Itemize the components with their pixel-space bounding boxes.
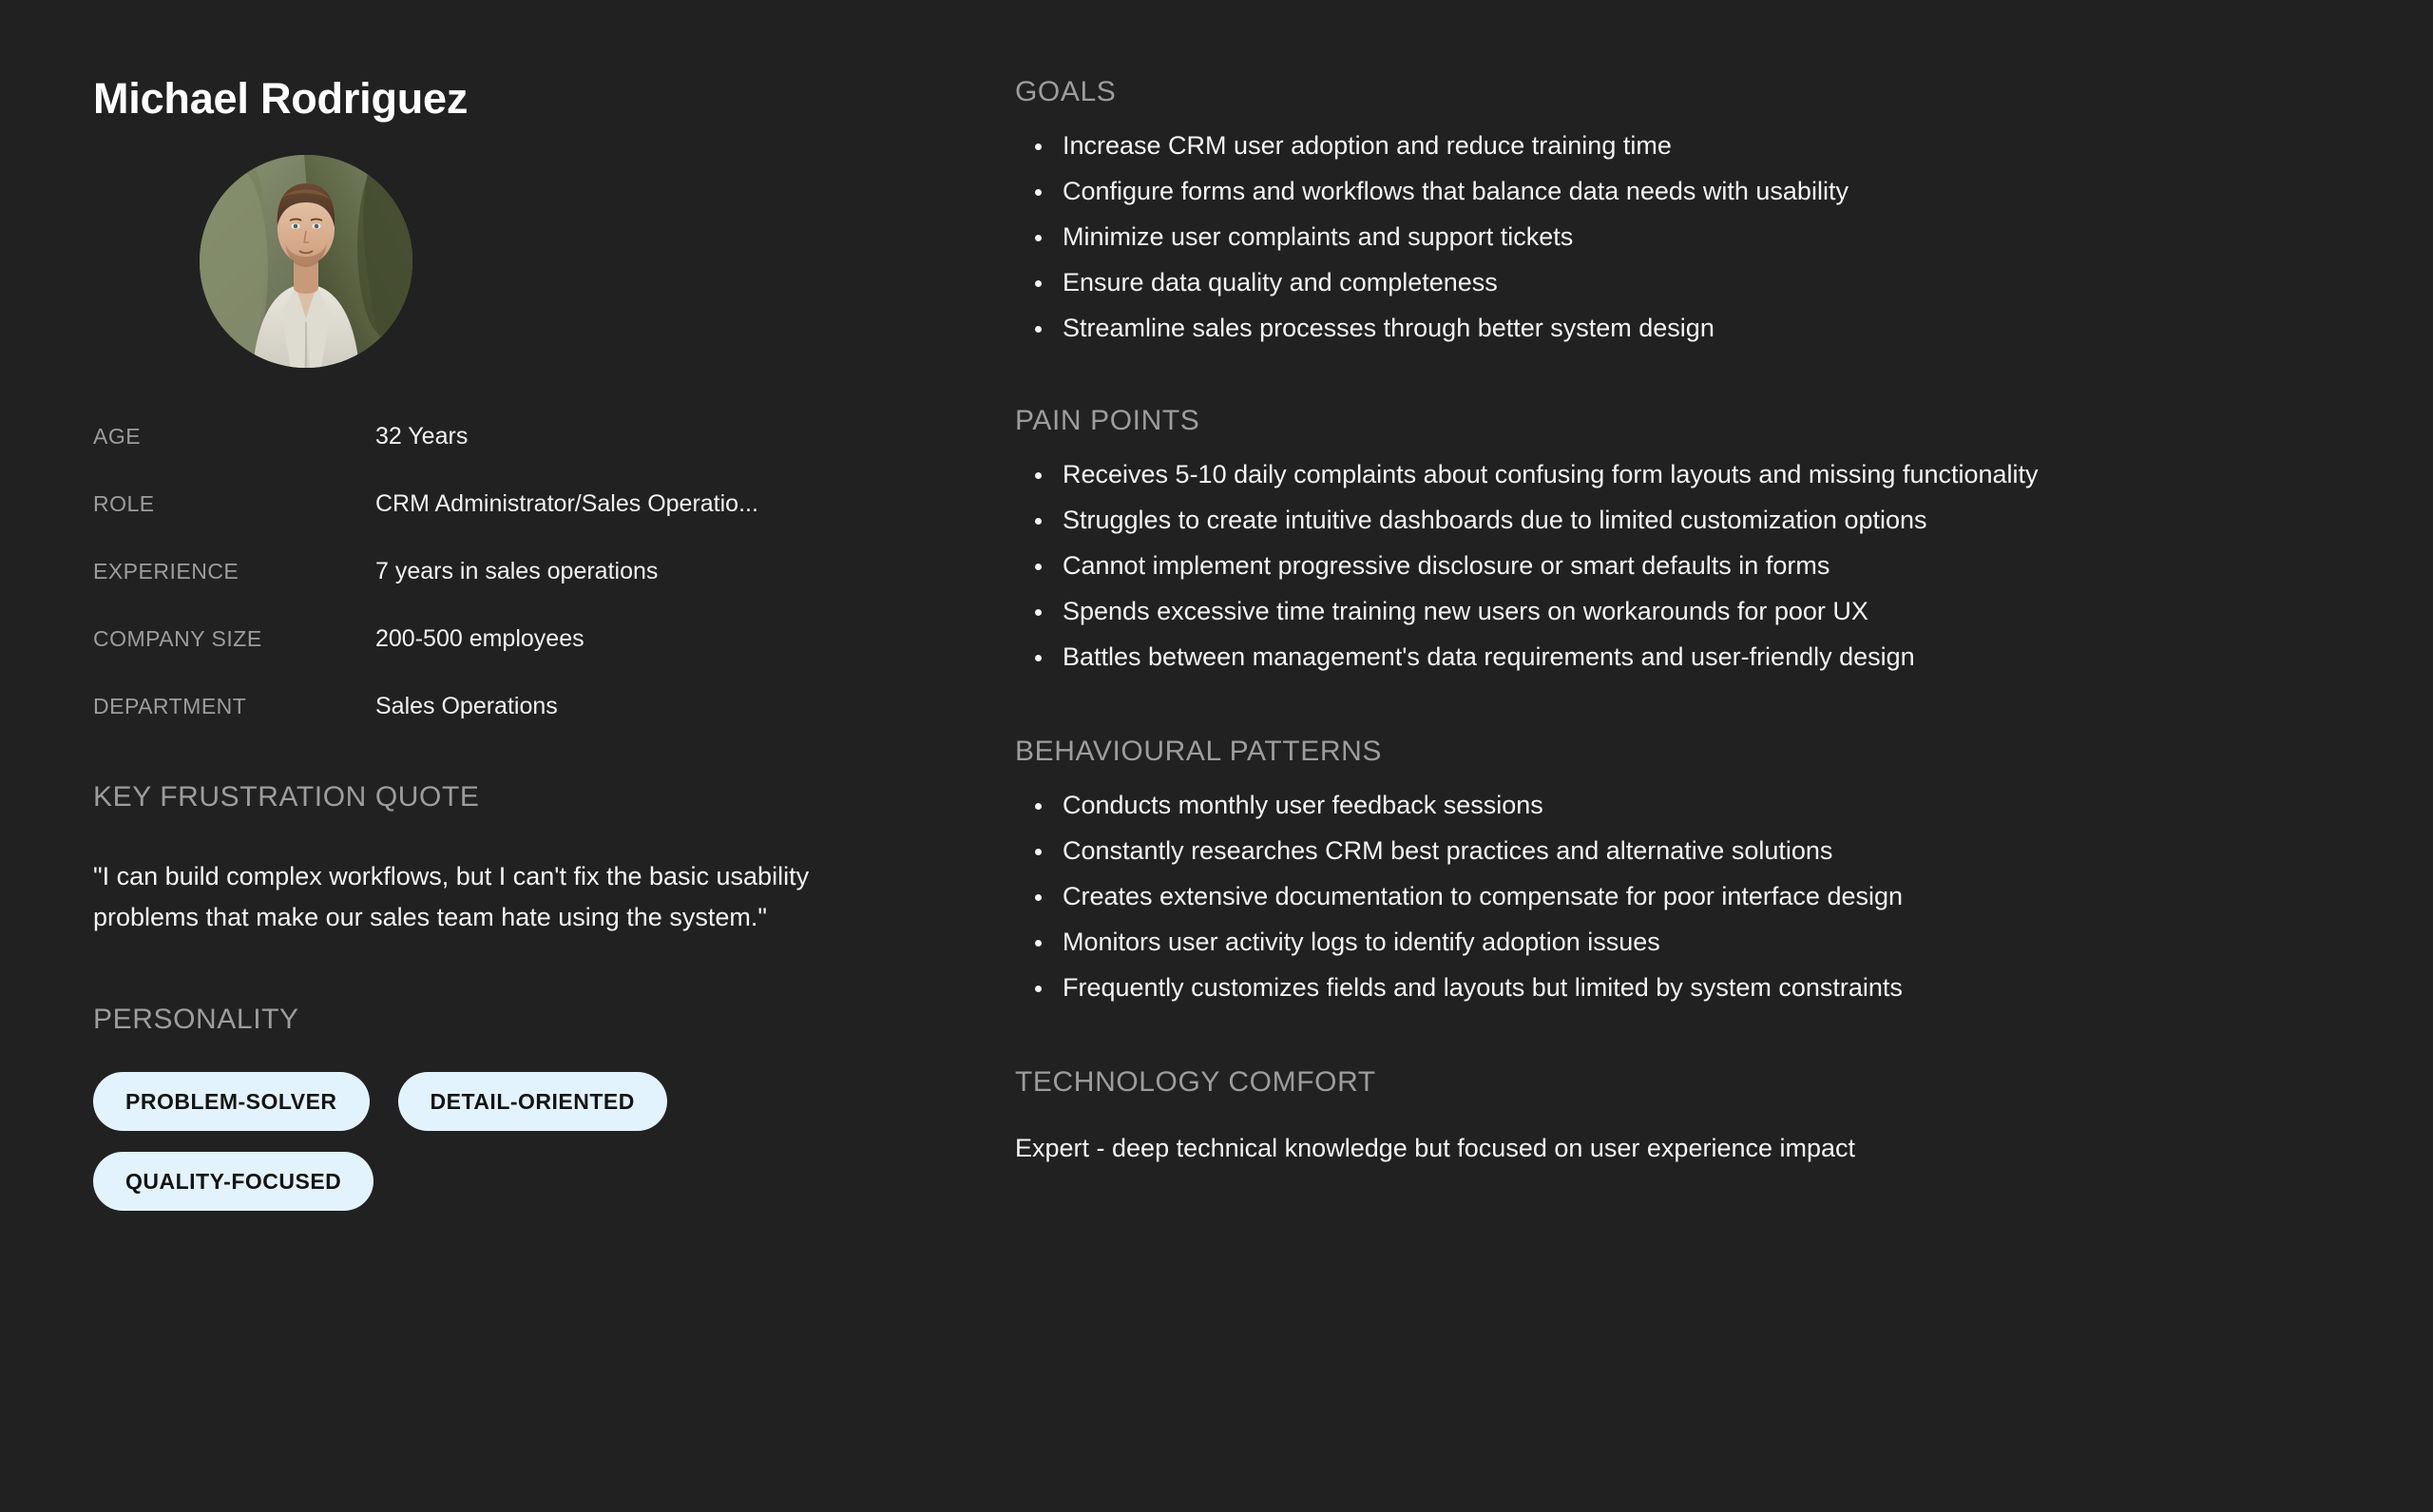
attribute-row <box>93 558 950 625</box>
goals-heading: GOALS <box>1015 76 1117 107</box>
attribute-label: EXPERIENCE <box>93 558 239 584</box>
attribute-value: 200-500 employees <box>375 624 584 652</box>
technology-comfort-section <box>1015 1066 2366 1165</box>
list-item: • Frequently customizes fields and layouts but limited by system constraints <box>1055 971 2328 1004</box>
list-item: • Creates extensive documentation to compensate for poor interface design <box>1055 880 2328 912</box>
attribute-label: DEPARTMENT <box>93 693 247 718</box>
personality-heading: PERSONALITY <box>93 1004 299 1036</box>
section-spacer <box>1015 357 2366 405</box>
section-spacer <box>1015 1017 2366 1066</box>
goals-list <box>1015 129 2366 344</box>
personality-tag[interactable]: PROBLEM-SOLVER <box>93 1072 370 1131</box>
section-spacer <box>1015 686 2366 736</box>
technology-comfort-text: Expert - deep technical knowledge but focused on user experience impact <box>1015 1134 1856 1163</box>
list-item: • Configure forms and workflows that balance data needs with usability <box>1055 175 2328 207</box>
personality-tag[interactable]: DETAIL-ORIENTED <box>398 1072 667 1131</box>
quote-heading: KEY FRUSTRATION QUOTE <box>93 780 480 813</box>
attribute-row <box>93 693 950 760</box>
personality-tag[interactable]: QUALITY-FOCUSED <box>93 1152 374 1211</box>
attribute-value: Sales Operations <box>375 692 558 719</box>
behavioural-patterns-section <box>1015 736 2366 1004</box>
list-item: • Increase CRM user adoption and reduce training time <box>1055 129 2328 162</box>
pain-points-list <box>1015 458 2366 673</box>
avatar <box>200 155 412 368</box>
list-item: • Monitors user activity logs to identify adoption issues <box>1055 926 2328 958</box>
attribute-label: COMPANY SIZE <box>93 625 262 651</box>
quote-text: "I can build complex workflows, but I can't fix the basic usability problems that make our sales team hate using the system." <box>93 861 810 932</box>
list-item: • Battles between management's data requirements and user-friendly design <box>1055 641 2328 673</box>
list-item: • Receives 5-10 daily complaints about confusing form layouts and missing functionality <box>1055 458 2328 490</box>
attribute-label: ROLE <box>93 490 155 516</box>
pain-points-section <box>1015 405 2366 673</box>
personality-section <box>93 1004 950 1211</box>
persona-left-column <box>0 0 950 1211</box>
attribute-label: AGE <box>93 423 142 449</box>
attribute-value: CRM Administrator/Sales Operatio... <box>375 489 758 517</box>
list-item: • Minimize user complaints and support tickets <box>1055 220 2328 253</box>
attribute-list <box>93 423 950 760</box>
list-item: • Ensure data quality and completeness <box>1055 266 2328 298</box>
goals-section <box>1015 76 2366 344</box>
personality-tag-list <box>93 1072 787 1211</box>
key-frustration-quote-section <box>93 781 950 939</box>
behavioural-patterns-list <box>1015 789 2366 1004</box>
technology-comfort-heading: TECHNOLOGY COMFORT <box>1015 1066 1376 1099</box>
persona-right-column <box>950 0 2433 1176</box>
list-item: • Cannot implement progressive disclosure or smart defaults in forms <box>1055 549 2328 582</box>
pain-points-heading: PAIN POINTS <box>1015 405 1200 437</box>
list-item: • Struggles to create intuitive dashboards due to limited customization options <box>1055 504 2328 536</box>
attribute-value: 7 years in sales operations <box>375 557 659 584</box>
behavioural-patterns-heading: BEHAVIOURAL PATTERNS <box>1015 736 1382 768</box>
attribute-value: 32 Years <box>375 422 469 450</box>
list-item: • Streamline sales processes through better system design <box>1055 312 2328 344</box>
avatar-wrapper <box>93 155 950 368</box>
page-title: Michael Rodriguez <box>93 74 469 123</box>
list-item: • Conducts monthly user feedback sessions <box>1055 789 2328 821</box>
attribute-row <box>93 490 950 558</box>
list-item: • Spends excessive time training new users on workarounds for poor UX <box>1055 595 2328 627</box>
attribute-row <box>93 423 950 490</box>
list-item: • Constantly researches CRM best practices and alternative solutions <box>1055 834 2328 867</box>
attribute-row <box>93 625 950 693</box>
